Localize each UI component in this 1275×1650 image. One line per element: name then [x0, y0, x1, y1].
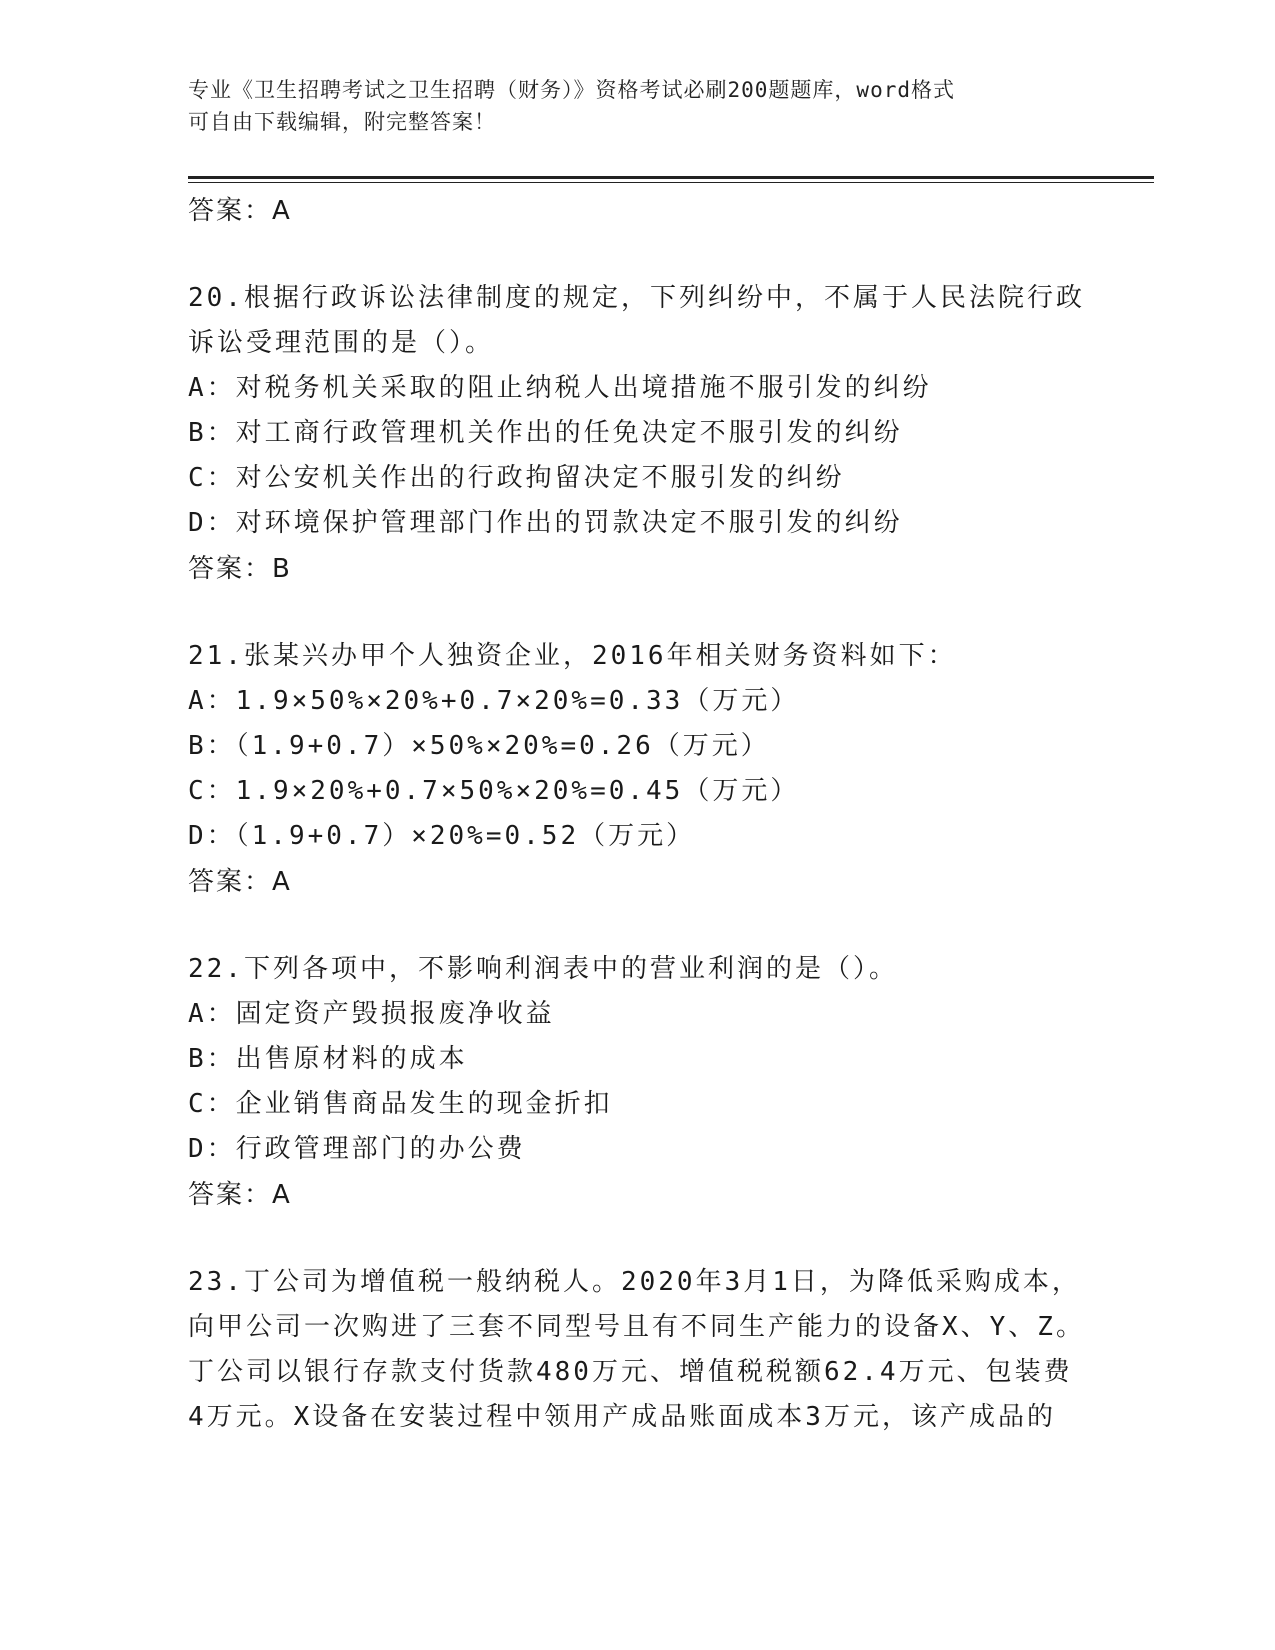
header-rule-thin — [188, 182, 1154, 183]
spacer — [188, 234, 1088, 276]
spacer — [188, 592, 1088, 634]
question-stem-line: 向甲公司一次购进了三套不同型号且有不同生产能力的设备X、Y、Z。 — [188, 1312, 1085, 1342]
question-stem-line: 丁公司以银行存款支付货款480万元、增值税税额62.4万元、包装费 — [188, 1357, 1073, 1387]
option-d: D：对环境保护管理部门作出的罚款决定不服引发的纠纷 — [188, 508, 903, 538]
option-c: C：对公安机关作出的行政拘留决定不服引发的纠纷 — [188, 463, 845, 493]
answer: 答案：B — [188, 554, 292, 584]
question-22 — [188, 947, 1088, 1218]
document-body — [188, 188, 1088, 1440]
question-stem-line: 21.张某兴办甲个人独资企业，2016年相关财务资料如下： — [188, 641, 957, 671]
option-b: B：出售原材料的成本 — [188, 1044, 468, 1074]
option-a: A：固定资产毁损报废净收益 — [188, 999, 555, 1029]
header-line-2: 可自由下载编辑，附完整答案！ — [188, 110, 496, 134]
question-stem-line: 23.丁公司为增值税一般纳税人。2020年3月1日，为降低采购成本， — [188, 1267, 1081, 1297]
header-line-1: 专业《卫生招聘考试之卫生招聘（财务）》资格考试必刷200题题库，word格式 — [188, 78, 955, 102]
option-d: D：行政管理部门的办公费 — [188, 1134, 526, 1164]
answer-previous: 答案：A — [188, 196, 292, 226]
spacer — [188, 905, 1088, 947]
question-23 — [188, 1260, 1088, 1440]
question-20 — [188, 276, 1088, 592]
option-a: A：1.9×50%×20%+0.7×20%=0.33（万元） — [188, 686, 800, 716]
option-b: B：（1.9+0.7）×50%×20%=0.26（万元） — [188, 731, 770, 761]
spacer — [188, 1218, 1088, 1260]
question-stem-line: 4万元。X设备在安装过程中领用产成品账面成本3万元，该产成品的 — [188, 1402, 1056, 1432]
option-a: A：对税务机关采取的阻止纳税人出境措施不服引发的纠纷 — [188, 373, 932, 403]
option-c: C：企业销售商品发生的现金折扣 — [188, 1089, 613, 1119]
question-stem-line: 20.根据行政诉讼法律制度的规定，下列纠纷中，不属于人民法院行政 — [188, 283, 1085, 313]
option-b: B：对工商行政管理机关作出的任免决定不服引发的纠纷 — [188, 418, 903, 448]
page-header — [188, 74, 1088, 138]
option-d: D：（1.9+0.7）×20%=0.52（万元） — [188, 821, 696, 851]
question-stem-line: 22.下列各项中，不影响利润表中的营业利润的是（）。 — [188, 954, 898, 984]
question-21 — [188, 634, 1088, 905]
header-rule-thick — [188, 176, 1154, 179]
answer: 答案：A — [188, 1180, 292, 1210]
answer: 答案：A — [188, 867, 292, 897]
option-c: C：1.9×20%+0.7×50%×20%=0.45（万元） — [188, 776, 800, 806]
question-stem-line: 诉讼受理范围的是（）。 — [188, 328, 495, 358]
